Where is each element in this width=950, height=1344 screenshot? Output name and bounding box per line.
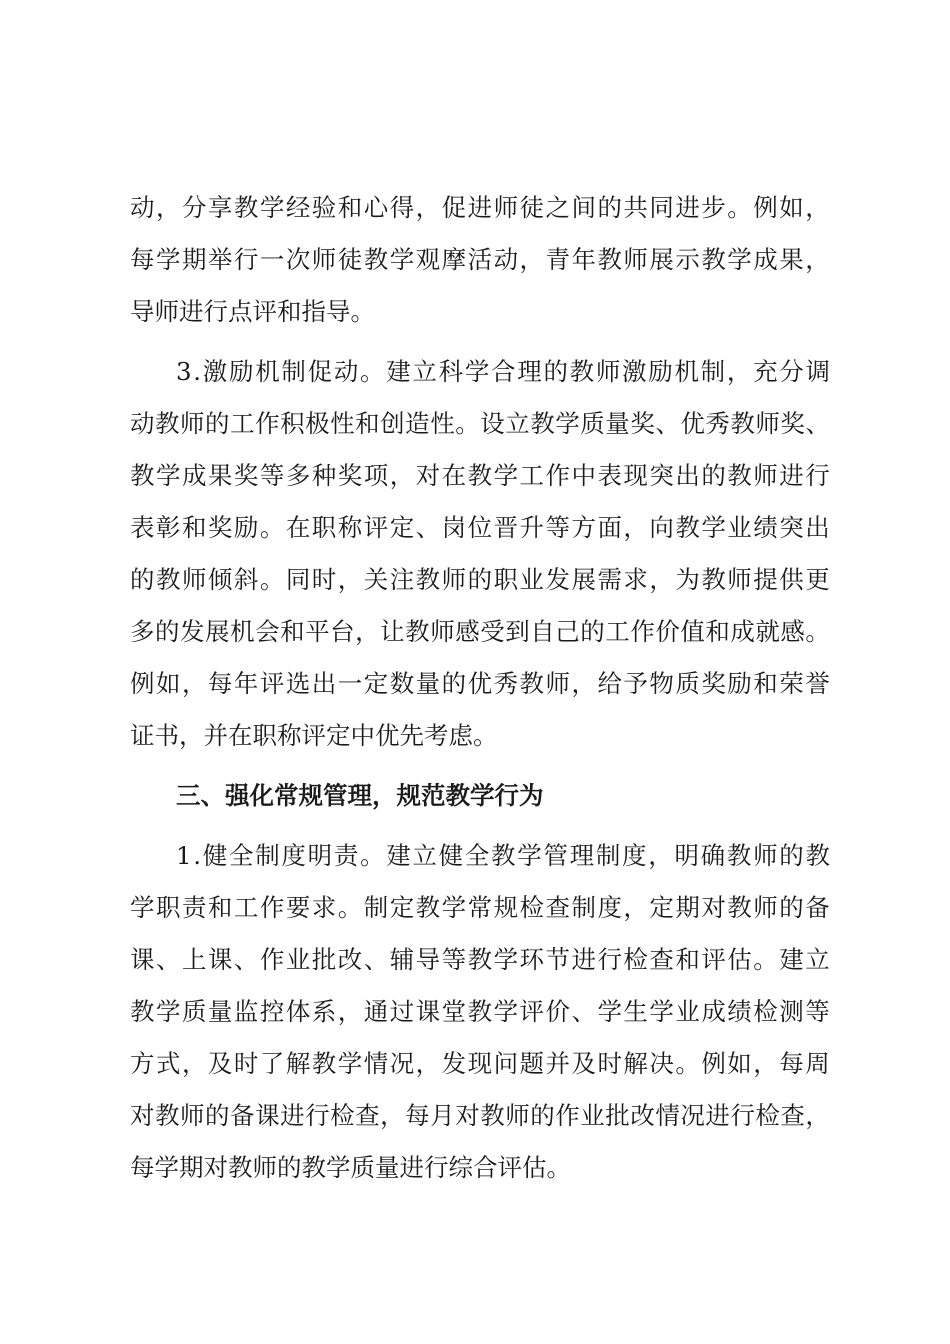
text-line: 对 教 师 的 备 课 进 行 检 查 ， 每 月 对 教 师 的 作 业 批 改 情 况 进 行 检 查 ， xyxy=(130,1101,830,1130)
text-line: 导师进行点评和指导。 xyxy=(130,297,375,326)
text-line: 的 教 师 倾 斜 。 同 时 ， 关 注 教 师 的 职 业 发 展 需 求 ， 为 教 师 提 供 更 xyxy=(130,565,830,594)
text-line: 3 . 激 励 机 制 促 动 。 建 立 科 学 合 理 的 教 师 激 励 机 制 ， 充 分 调 xyxy=(176,357,830,386)
text-line: 课 、 上 课 、 作 业 批 改 、 辅 导 等 教 学 环 节 进 行 检 查 和 评 估 。 建 立 xyxy=(130,945,830,974)
text-line: 每学期对教师的教学质量进行综合评估。 xyxy=(130,1153,571,1182)
text-line: 动 教 师 的 工 作 积 极 性 和 创 造 性 。 设 立 教 学 质 量 奖 、 优 秀 教 师 奖 、 xyxy=(130,409,830,438)
text-line: 教 学 质 量 监 控 体 系 ， 通 过 课 堂 教 学 评 价 、 学 生 学 业 成 绩 检 测 等 xyxy=(130,997,830,1026)
paragraph-incentive-mechanism xyxy=(130,346,830,762)
text-line: 教 学 成 果 奖 等 多 种 奖 项 ， 对 在 教 学 工 作 中 表 现 突 出 的 教 师 进 行 xyxy=(130,461,830,490)
text-line: 表 彰 和 奖 励 。 在 职 称 评 定 、 岗 位 晋 升 等 方 面 ， 向 教 学 业 绩 突 出 xyxy=(130,513,830,542)
text-line: 每 学 期 举 行 一 次 师 徒 教 学 观 摩 活 动 ， 青 年 教 师 展 示 教 学 成 果 ， xyxy=(130,245,830,274)
text-line: 1 . 健 全 制 度 明 责 。 建 立 健 全 教 学 管 理 制 度 ， 明 确 教 师 的 教 xyxy=(176,841,830,870)
text-line: 证书，并在职称评定中优先考虑。 xyxy=(130,721,498,750)
text-line: 方 式 ， 及 时 了 解 教 学 情 况 ， 发 现 问 题 并 及 时 解 决 。 例 如 ， 每 周 xyxy=(130,1049,830,1078)
text-line: 多 的 发 展 机 会 和 平 台 ， 让 教 师 感 受 到 自 己 的 工 作 价 值 和 成 就 感 。 xyxy=(130,617,830,646)
text-line: 动 ， 分 享 教 学 经 验 和 心 得 ， 促 进 师 徒 之 间 的 共 同 进 步 。 例 如 ， xyxy=(130,193,830,222)
paragraph-mentorship-continued xyxy=(130,182,830,338)
document-body xyxy=(130,182,830,1194)
text-line: 学 职 责 和 工 作 要 求 。 制 定 教 学 常 规 检 查 制 度 ， 定 期 对 教 师 的 备 xyxy=(130,893,830,922)
paragraph-system-responsibility xyxy=(130,830,830,1194)
section-heading: 三、强化常规管理，规范教学行为 xyxy=(176,781,544,810)
text-line: 例 如 ， 每 年 评 选 出 一 定 数 量 的 优 秀 教 师 ， 给 予 物 质 奖 励 和 荣 誉 xyxy=(130,669,830,698)
